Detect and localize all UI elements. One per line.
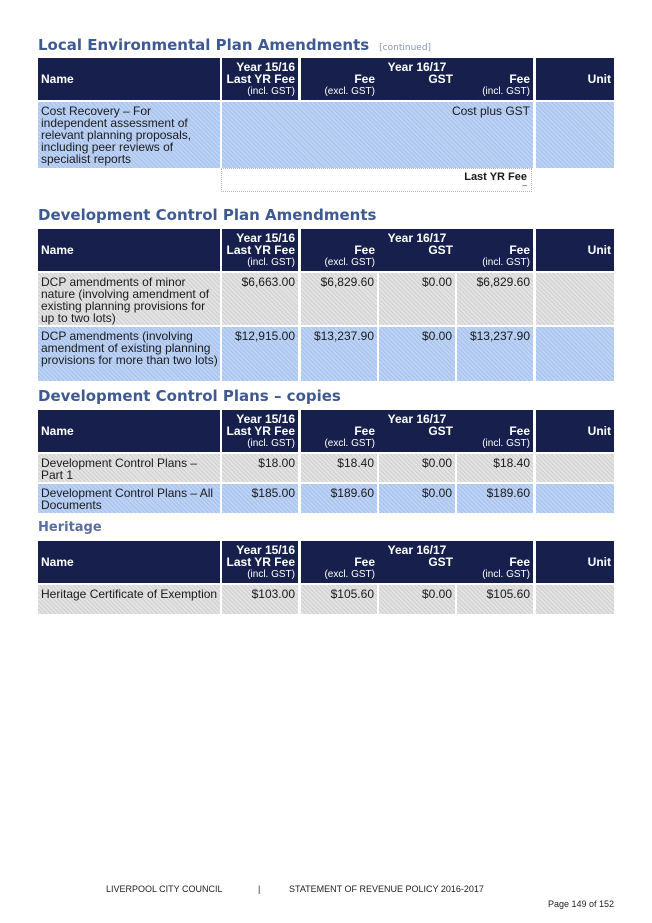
header-year-cur-cell — [301, 58, 533, 100]
row-gst: $0.00 — [379, 484, 455, 513]
header-name: Name — [41, 555, 74, 569]
section-title-lep-amendments — [38, 36, 431, 54]
header-last-yr-fee: Last YR Fee — [226, 424, 295, 438]
header-year-prev: Year 15/16 — [236, 412, 295, 426]
header-incl-gst: (incl. GST) — [482, 438, 530, 449]
row-fee-incl: $6,829.60 — [457, 273, 533, 325]
header-year-prev-cell — [222, 410, 298, 452]
header-year-cur-cell — [301, 541, 533, 583]
header-name-cell — [38, 541, 220, 583]
note-dash: – — [522, 181, 527, 190]
section-title-dcp-amendments: Development Control Plan Amendments — [38, 206, 377, 224]
row-fee-incl: $18.40 — [457, 454, 533, 482]
header-unit-cell — [536, 541, 614, 583]
table-row — [38, 273, 614, 325]
row-fee-excl: $189.60 — [301, 484, 377, 513]
section-title-heritage: Heritage — [38, 520, 102, 535]
table-row — [38, 484, 614, 513]
header-unit: Unit — [587, 243, 611, 257]
row-unit — [536, 484, 614, 513]
row-gst: $0.00 — [379, 327, 455, 381]
section-title-text: Local Environmental Plan Amendments — [38, 36, 370, 54]
row-unit — [536, 273, 614, 325]
header-year-prev-cell — [222, 229, 298, 271]
table-row — [38, 102, 614, 168]
header-fee: Fee — [354, 243, 375, 257]
header-year-prev-cell — [222, 58, 298, 100]
row-name: Development Control Plans – All Documents — [38, 484, 220, 513]
row-name: DCP amendments (involving amendment of existing planning provisions for more than two lots) — [38, 327, 220, 381]
header-unit: Unit — [587, 72, 611, 86]
header-name-cell — [38, 229, 220, 271]
row-fee-excl: $18.40 — [301, 454, 377, 482]
row-unit — [536, 454, 614, 482]
table-header — [38, 229, 614, 271]
row-unit — [536, 327, 614, 381]
row-fee-incl: $13,237.90 — [457, 327, 533, 381]
header-incl-gst: (incl. GST) — [482, 257, 530, 268]
header-year-cur: Year 16/17 — [387, 412, 447, 426]
dcp-copies-table — [38, 410, 614, 513]
header-incl-gst: (incl. GST) — [247, 86, 295, 97]
header-gst: GST — [428, 424, 453, 438]
row-name: DCP amendments of minor nature (involving amendment of existing planning provisions for up to two lots) — [38, 273, 220, 325]
row-last-yr-fee: $12,915.00 — [222, 327, 298, 381]
row-gst: $0.00 — [379, 273, 455, 325]
header-unit-cell — [536, 410, 614, 452]
header-year-prev: Year 15/16 — [236, 543, 295, 557]
header-fee-incl: Fee — [509, 72, 530, 86]
row-unit — [536, 585, 614, 614]
dcp-amendments-table — [38, 229, 614, 381]
header-fee-incl: Fee — [509, 243, 530, 257]
row-fee-incl: $189.60 — [457, 484, 533, 513]
row-gst: $0.00 — [379, 585, 455, 614]
footer-separator: | — [258, 884, 261, 894]
header-incl-gst: (incl. GST) — [247, 569, 295, 580]
continued-label: [continued] — [379, 43, 432, 53]
header-year-cur: Year 16/17 — [387, 60, 447, 74]
header-year-prev: Year 15/16 — [236, 231, 295, 245]
header-unit: Unit — [587, 424, 611, 438]
header-gst: GST — [428, 555, 453, 569]
lep-amendments-table — [38, 58, 614, 168]
row-fee-excl: $105.60 — [301, 585, 377, 614]
header-excl-gst: (excl. GST) — [324, 438, 375, 449]
last-yr-fee-note — [221, 168, 532, 192]
header-fee: Fee — [354, 424, 375, 438]
header-year-cur-cell — [301, 410, 533, 452]
row-last-yr-fee: $18.00 — [222, 454, 298, 482]
row-gst: $0.00 — [379, 454, 455, 482]
table-header — [38, 58, 614, 100]
section-title-dcp-copies: Development Control Plans – copies — [38, 387, 341, 405]
header-incl-gst: (incl. GST) — [482, 86, 530, 97]
footer-council: LIVERPOOL CITY COUNCIL — [106, 884, 223, 894]
header-name: Name — [41, 72, 74, 86]
header-unit-cell — [536, 229, 614, 271]
row-last-yr-fee: $103.00 — [222, 585, 298, 614]
header-unit: Unit — [587, 555, 611, 569]
header-excl-gst: (excl. GST) — [324, 257, 375, 268]
row-unit — [536, 102, 614, 168]
header-year-prev: Year 15/16 — [236, 60, 295, 74]
header-gst: GST — [428, 72, 453, 86]
header-fee: Fee — [354, 72, 375, 86]
header-incl-gst: (incl. GST) — [482, 569, 530, 580]
row-fee-excl: $6,829.60 — [301, 273, 377, 325]
header-fee-incl: Fee — [509, 555, 530, 569]
row-fee-incl: $105.60 — [457, 585, 533, 614]
row-name: Cost Recovery – For independent assessment of relevant planning proposals, including peer reviews of specialist reports — [38, 102, 220, 168]
header-gst: GST — [428, 243, 453, 257]
table-header — [38, 541, 614, 583]
page-number: Page 149 of 152 — [547, 899, 614, 909]
table-row — [38, 327, 614, 381]
header-year-prev-cell — [222, 541, 298, 583]
header-last-yr-fee: Last YR Fee — [226, 243, 295, 257]
row-value-span: Cost plus GST — [222, 102, 533, 168]
header-last-yr-fee: Last YR Fee — [226, 72, 295, 86]
header-name-cell — [38, 58, 220, 100]
row-last-yr-fee: $6,663.00 — [222, 273, 298, 325]
heritage-table — [38, 541, 614, 614]
header-year-cur: Year 16/17 — [387, 543, 447, 557]
header-excl-gst: (excl. GST) — [324, 86, 375, 97]
header-fee-incl: Fee — [509, 424, 530, 438]
header-name: Name — [41, 243, 74, 257]
row-last-yr-fee: $185.00 — [222, 484, 298, 513]
header-incl-gst: (incl. GST) — [247, 257, 295, 268]
header-name: Name — [41, 424, 74, 438]
header-incl-gst: (incl. GST) — [247, 438, 295, 449]
footer-policy: STATEMENT OF REVENUE POLICY 2016-2017 — [289, 884, 484, 894]
table-row — [38, 454, 614, 482]
header-last-yr-fee: Last YR Fee — [226, 555, 295, 569]
table-header — [38, 410, 614, 452]
row-name: Heritage Certificate of Exemption — [38, 585, 220, 614]
header-unit-cell — [536, 58, 614, 100]
header-fee: Fee — [354, 555, 375, 569]
header-excl-gst: (excl. GST) — [324, 569, 375, 580]
header-year-cur: Year 16/17 — [387, 231, 447, 245]
row-fee-excl: $13,237.90 — [301, 327, 377, 381]
row-name: Development Control Plans – Part 1 — [38, 454, 220, 482]
table-row — [38, 585, 614, 614]
header-name-cell — [38, 410, 220, 452]
header-year-cur-cell — [301, 229, 533, 271]
note-label: Last YR Fee — [464, 171, 527, 183]
